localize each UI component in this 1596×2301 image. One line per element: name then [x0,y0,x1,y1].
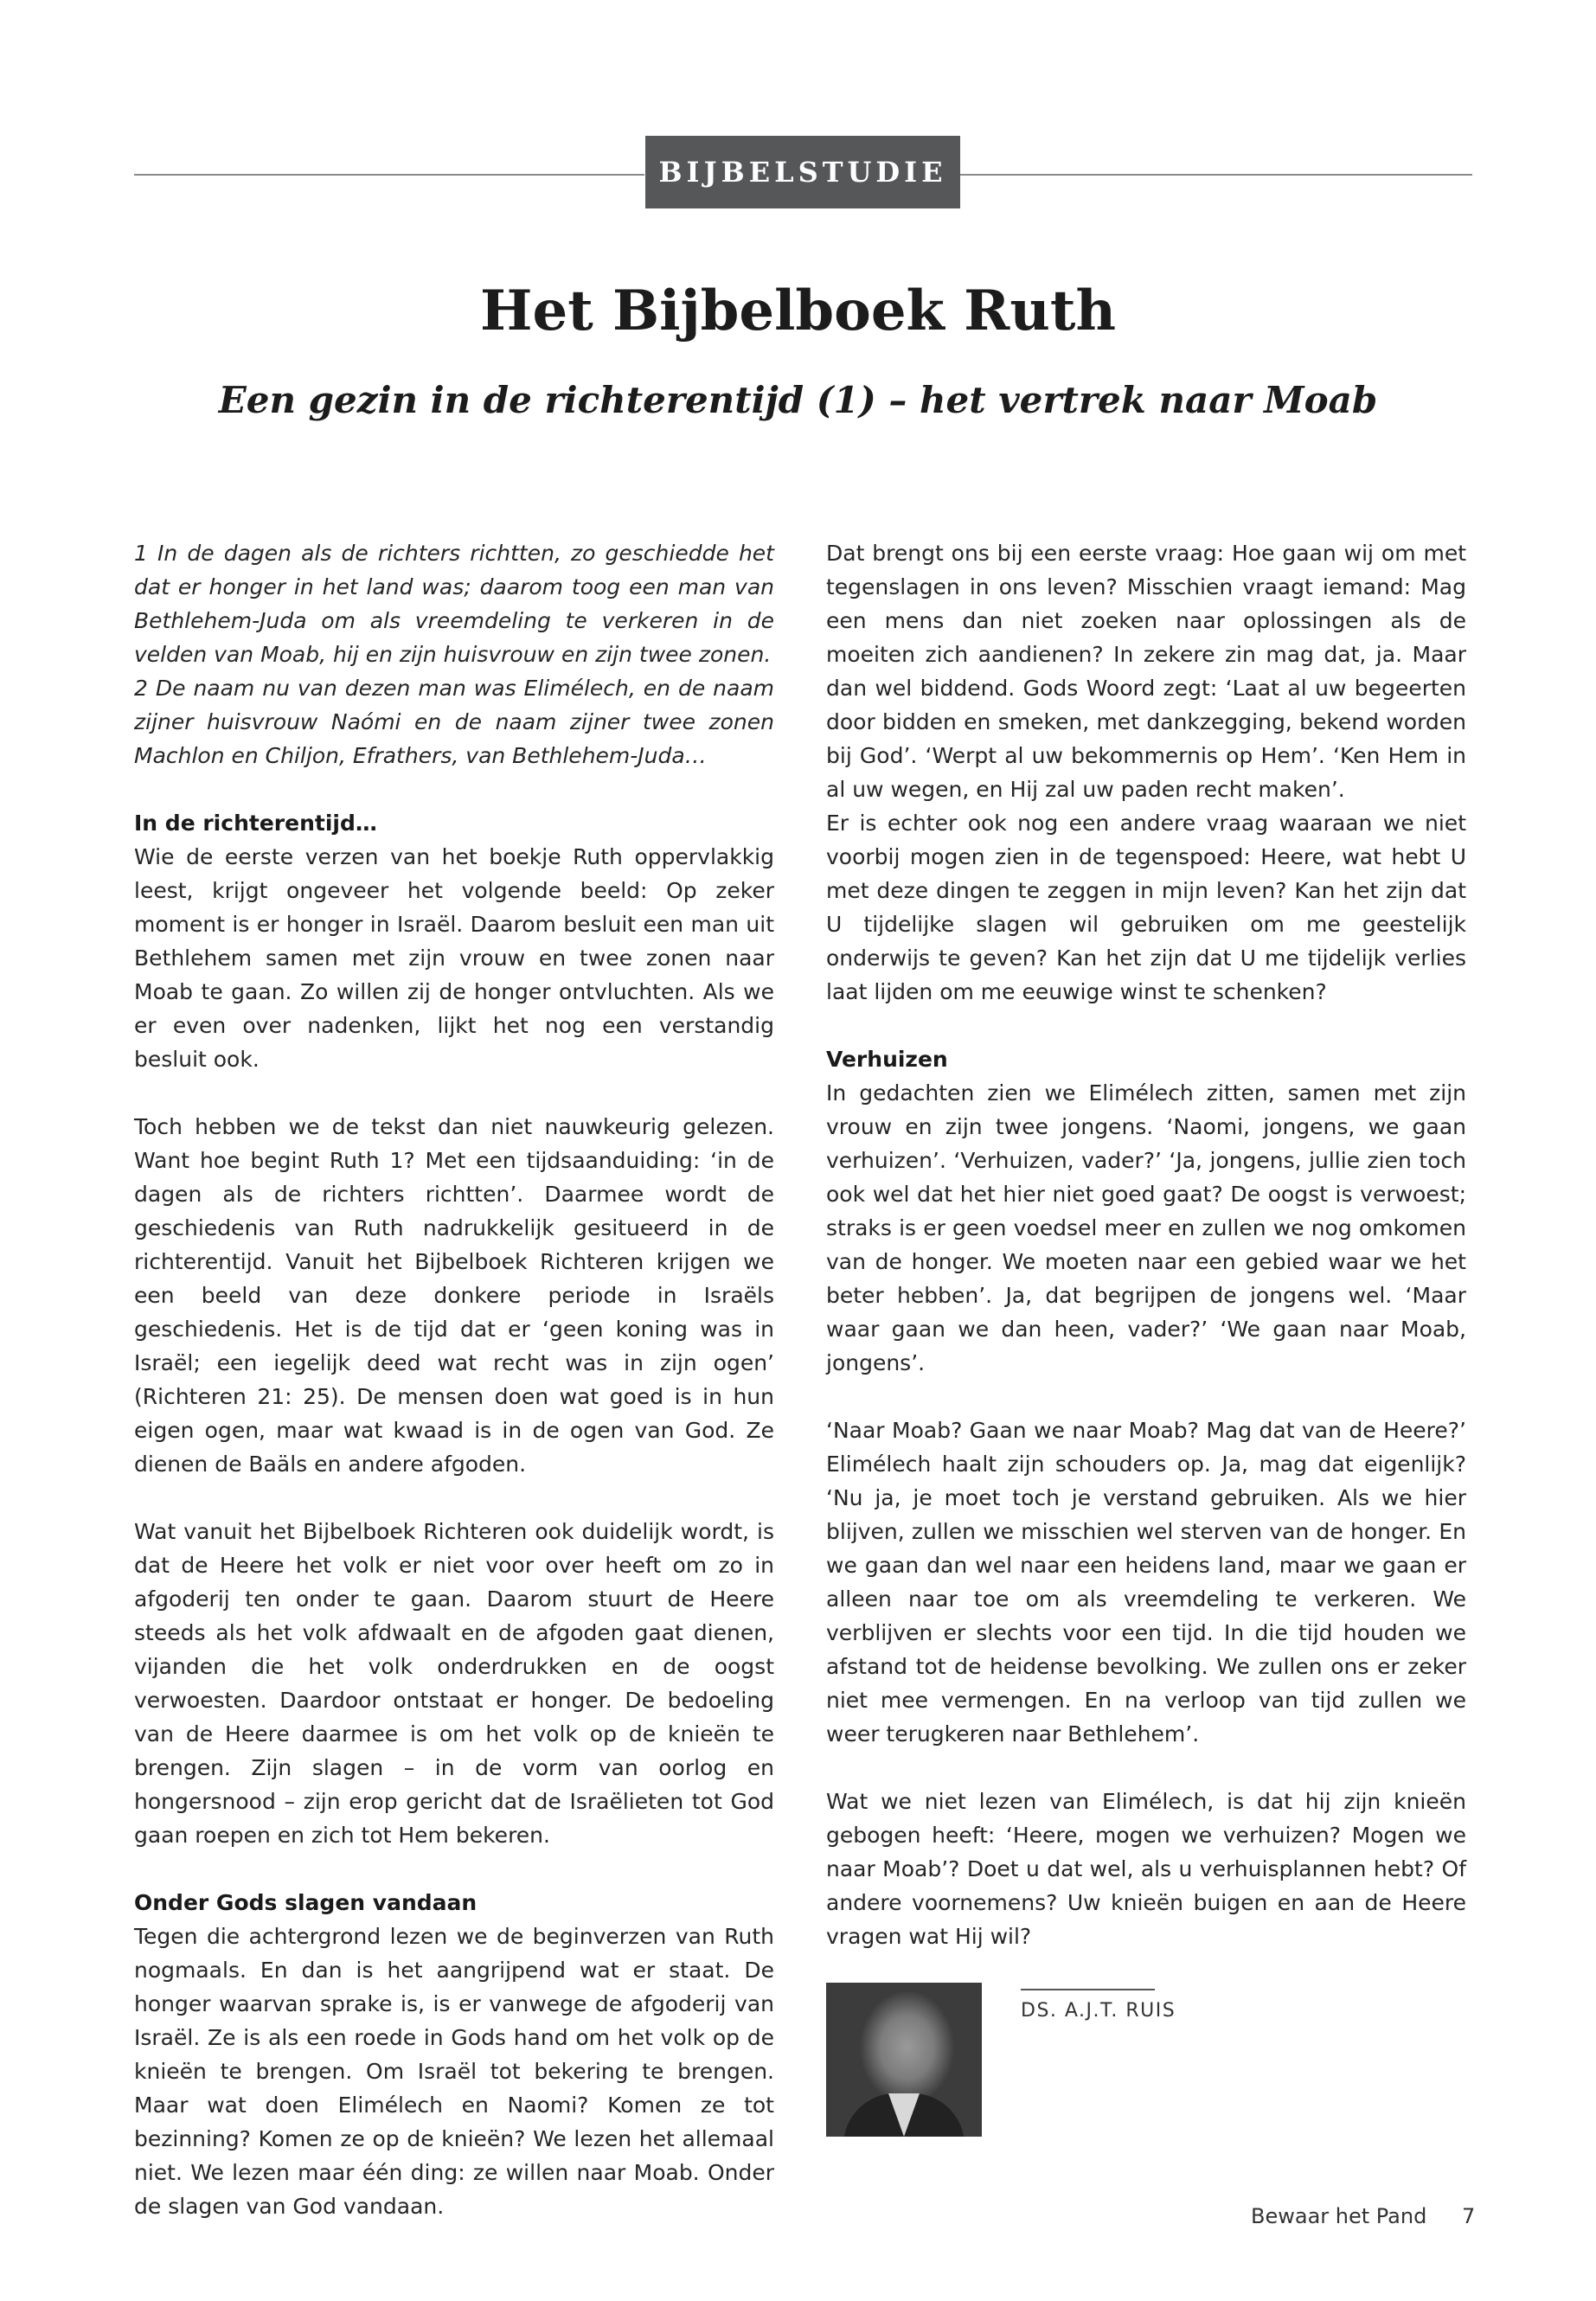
body-paragraph: In gedachten zien we Elimélech zitten, samen met zijn vrouw en zijn twee jongens. ‘Naomi, jongens, we gaan verhuizen’. ‘Verhuizen, vader?’ ‘Ja, jongens, jullie zien toch ook wel dat het hier niet goed gaat? De oogst is verwoest; straks is er geen voedsel meer en zullen we nog omkomen van de honger. We moeten naar een gebied waar we het beter hebben’. Ja, dat begrijpen de jongens wel. ‘Maar waar gaan we dan heen, vader?’ ‘We gaan naar Moab, jongens’. [826,1080,1466,1375]
author-name: DS. A.J.T. RUIS [1021,2000,1176,2022]
left-column [134,536,774,2223]
section-heading: Onder Gods slagen vandaan [134,1890,478,1915]
body-paragraph: Dat brengt ons bij een eerste vraag: Hoe gaan wij om met tegenslagen in ons leven? Misschien vraagt iemand: Mag een mens dan niet zoeken naar oplossingen als de moeiten zich aandienen? In zekere zin mag dat, ja. Maar dan wel biddend. Gods Woord zegt: ‘Laat al uw begeerten door bidden en smeken, met dankzegging, bekend worden bij God’. ‘Werpt al uw bekommernis op Hem’. ‘Ken Hem in al uw wegen, en Hij zal uw paden recht maken’. [826,541,1466,802]
body-paragraph: Er is echter ook nog een andere vraag waaraan we niet voorbij mogen zien in de tegenspoed: Heere, wat hebt U met deze dingen te zeggen in mijn leven? Kan het zijn dat U tijdelijke slagen wil gebruiken om me geestelijk onderwijs te geven? Kan het zijn dat U me tijdelijk verlies laat lijden om me eeuwige winst te schenken? [826,811,1466,1004]
body-paragraph: Wat vanuit het Bijbelboek Richteren ook duidelijk wordt, is dat de Heere het volk er niet voor over heeft om zo in afgoderij ten onder te gaan. Daarom stuurt de Heere steeds als het volk afdwaalt en de afgoden gaat dienen, vijanden die het volk onderdrukken en de oogst verwoesten. Daardoor ontstaat er honger. De bedoeling van de Heere daarmee is om het volk op de knieën te brengen. Zijn slagen – in de vorm van oorlog en hongersnood – zijn erop gericht dat de Israëlieten tot God gaan roepen en zich tot Hem bekeren. [134,1519,774,1848]
footer-publication: Bewaar het Pand [1251,2204,1427,2228]
body-paragraph: Tegen die achtergrond lezen we de beginverzen van Ruth nogmaals. En dan is het aangrijpend wat er staat. De honger waarvan sprake is, is er vanwege de afgoderij van Israël. Ze is als een roede in Gods hand om het volk op de knieën te brengen. Om Israël tot bekering te brengen. Maar wat doen Elimélech en Naomi? Komen ze tot bezinning? Komen ze op de knieën? We lezen het allemaal niet. We lezen maar één ding: ze willen naar Moab. Onder de slagen van God vandaan. [134,1924,774,2219]
body-paragraph: Wie de eerste verzen van het boekje Ruth oppervlakkig leest, krijgt ongeveer het volgende beeld: Op zeker moment is er honger in Israël. Daarom besluit een man uit Bethlehem samen met zijn vrouw en twee zonen naar Moab te gaan. Zo willen zij de honger ontvluchten. Als we er even over nadenken, lijkt het nog een verstandig besluit ook. [134,844,774,1072]
section-heading: In de richterentijd… [134,811,377,836]
header-rule-left [134,174,644,176]
body-paragraph: ‘Naar Moab? Gaan we naar Moab? Mag dat van de Heere?’ Elimélech haalt zijn schouders op. Ja, mag dat eigenlijk? ‘Nu ja, je moet toch je verstand gebruiken. Als we hier blijven, zullen we misschien wel sterven van de honger. En we gaan dan wel naar een heidens land, maar we gaan er alleen naar toe om als vreemdeling te verkeren. We verblijven er slechts voor een tijd. In die tijd houden we afstand tot de heidense bevolking. We zullen ons er zeker niet mee vermengen. En na verloop van tijd zullen we weer terugkeren naar Bethlehem’. [826,1418,1466,1747]
article-title: Het Bijbelboek Ruth [480,279,1116,343]
paragraph-gap [134,1852,774,1886]
paragraph-gap [134,1076,774,1110]
author-photo [826,1983,982,2137]
body-paragraph: Toch hebben we de tekst dan niet nauwkeurig gelezen. Want hoe begint Ruth 1? Met een tijdsaanduiding: ‘in de dagen als de richters richtten’. Daarmee wordt de geschiedenis van Ruth nadrukkelijk gesitueerd in de richterentijd. Vanuit het Bijbelboek Richteren krijgen we een beeld van deze donkere periode in Israëls geschiedenis. Het is de tijd dat er ‘geen koning was in Israël; een iegelijk deed wat recht was in zijn ogen’ (Richteren 21: 25). De mensen doen wat goed is in hun eigen ogen, maar wat kwaad is in de ogen van God. Ze dienen de Baäls en andere afgoden. [134,1114,774,1477]
section-heading: Verhuizen [826,1047,948,1072]
section-label: BIJBELSTUDIE [645,136,960,208]
article-subtitle: Een gezin in de richterentijd (1) – het vertrek naar Moab [218,379,1378,421]
scripture-quote: 1 In de dagen als de richters richtten, zo geschiedde het dat er honger in het land was; daarom toog een man van Bethlehem-Juda om als vreemdeling te verkeren in de velden van Moab, hij en zijn huisvrouw en zijn twee zonen. [134,541,774,667]
paragraph-gap [134,772,774,806]
header-rule-right [960,174,1472,176]
right-column [826,536,1466,1953]
paragraph-gap [826,1380,1466,1413]
paragraph-gap [826,1751,1466,1785]
body-paragraph: Wat we niet lezen van Elimélech, is dat hij zijn knieën gebogen heeft: ‘Heere, mogen we verhuizen? Mogen we naar Moab’? Doet u dat wel, als u verhuisplannen hebt? Of andere voornemens? Uw knieën buigen en aan de Heere vragen wat Hij wil? [826,1789,1466,1949]
author-rule [1021,1989,1155,1990]
page-number: 7 [1462,2204,1476,2228]
paragraph-gap [826,1009,1466,1042]
paragraph-gap [134,1481,774,1515]
scripture-quote: 2 De naam nu van dezen man was Elimélech, en de naam zijner huisvrouw Naómi en de naam zijner twee zonen Machlon en Chiljon, Efrathers, van Bethlehem-Juda… [134,676,774,768]
